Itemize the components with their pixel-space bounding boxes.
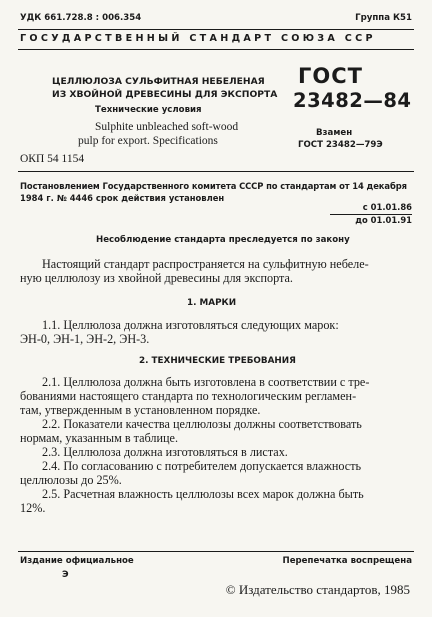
reprint-notice: Перепечатка воспрещена: [282, 556, 412, 566]
effective-from: с 01.01.86: [362, 202, 412, 212]
group-code: Группа К51: [355, 13, 412, 23]
section1-line1: 1.1. Целлюлоза должна изготовляться следующих марок:: [42, 318, 339, 332]
section2-line: целлюлозы до 25%.: [20, 473, 122, 487]
section2-line: 2.1. Целлюлоза должна быть изготовлена в соответствии с тре-: [42, 375, 370, 389]
title-rule: [18, 171, 414, 172]
title-ru-line1: ЦЕЛЛЮЛОЗА СУЛЬФИТНАЯ НЕБЕЛЕНАЯ: [52, 76, 265, 87]
footer-rule: [18, 551, 414, 552]
section2-line: 2.4. По согласованию с потребителем допускается влажность: [42, 459, 362, 473]
official-edition: Издание официальное: [20, 556, 134, 566]
banner-rule: [18, 49, 414, 50]
replaces-label: Взамен: [316, 128, 353, 138]
title-en-line2: pulp for export. Specifications: [78, 135, 218, 147]
intro-line2: ную целлюлозу из хвойной древесины для экспорта.: [20, 271, 293, 285]
section2-heading: 2. ТЕХНИЧЕСКИЕ ТРЕБОВАНИЯ: [139, 356, 296, 366]
decree-line1: Постановлением Государственного комитета СССР по стандартам от 14 декабря: [20, 181, 407, 191]
section2-line: там, утвержденным в установленном порядке.: [20, 403, 261, 417]
section2-line: нормам, указанным в таблице.: [20, 431, 178, 445]
intro-line1: Настоящий стандарт распространяется на сульфитную небеле-: [42, 257, 369, 271]
title-ru-line2: ИЗ ХВОЙНОЙ ДРЕВЕСИНЫ ДЛЯ ЭКСПОРТА: [52, 89, 278, 100]
section2-line: бованиями настоящего стандарта по технологическим регламен-: [20, 389, 357, 403]
decree-line2: 1984 г. № 4446 срок действия установлен: [20, 193, 225, 203]
gost-number: 23482—84: [293, 89, 412, 112]
udk-code: УДК 661.728.8 : 006.354: [20, 13, 142, 23]
gost-label: ГОСТ: [298, 64, 363, 88]
section1-heading: 1. МАРКИ: [187, 298, 237, 308]
title-en-line1: Sulphite unbleached soft-wood: [95, 121, 239, 133]
title-subtitle: Технические условия: [95, 105, 202, 115]
section2-line: 2.5. Расчетная влажность целлюлозы всех марок должна быть: [42, 487, 364, 501]
section2-line: 2.2. Показатели качества целлюлозы должны соответствовать: [42, 417, 362, 431]
section2-line: 2.3. Целлюлоза должна изготовляться в листах.: [42, 445, 288, 459]
replaces-standard: ГОСТ 23482—79Э: [298, 140, 383, 150]
legal-warning: Несоблюдение стандарта преследуется по закону: [96, 235, 350, 245]
top-rule: [18, 29, 414, 30]
section2-line: 12%.: [20, 501, 46, 515]
copyright: © Издательство стандартов, 1985: [225, 582, 410, 597]
section1-line2: ЭН-0, ЭН-1, ЭН-2, ЭН-3.: [20, 332, 150, 346]
effective-to: до 01.01.91: [355, 215, 412, 225]
standard-banner: ГОСУДАРСТВЕННЫЙ СТАНДАРТ СОЮЗА ССР: [20, 33, 376, 44]
edition-mark: Э: [62, 570, 69, 580]
okp-code: ОКП 54 1154: [20, 153, 85, 165]
